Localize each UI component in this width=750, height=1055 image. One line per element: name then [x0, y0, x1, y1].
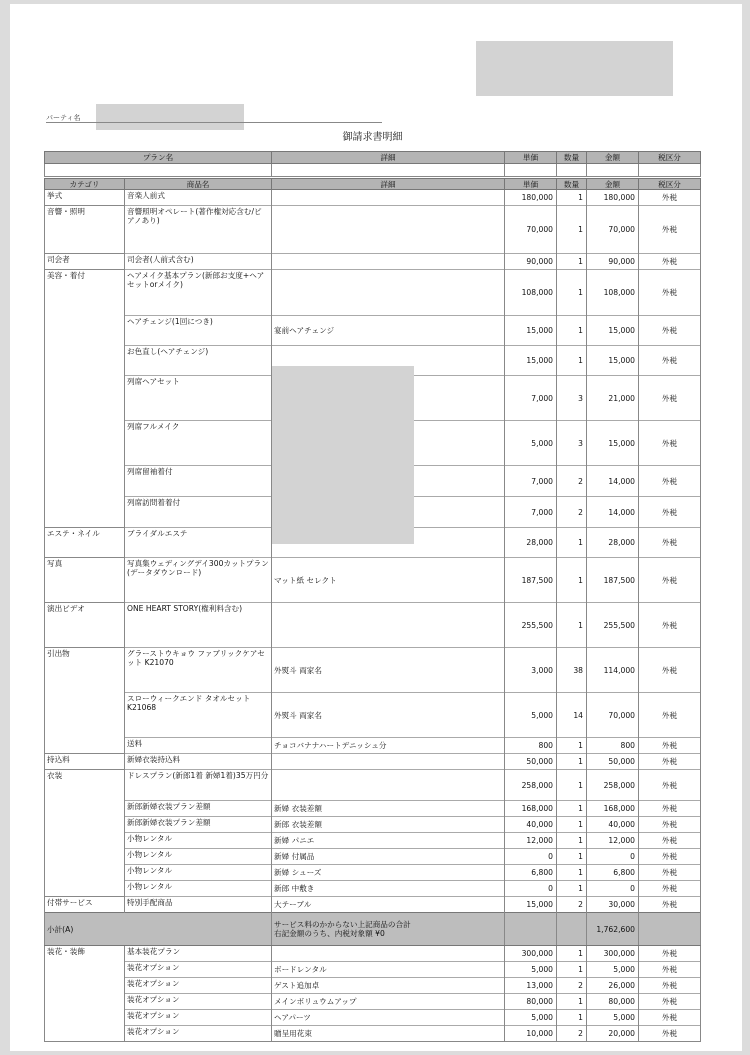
cell-quantity: 1 — [557, 270, 587, 316]
table-row — [45, 962, 701, 978]
cell-tax-type: 外税 — [639, 558, 701, 603]
cell-category: 音響・照明 — [45, 206, 125, 254]
cell-quantity: 1 — [557, 881, 587, 897]
items-header-unit: 単価 — [505, 179, 557, 190]
cell-amount: 255,500 — [587, 603, 639, 648]
cell-tax-type: 外税 — [639, 994, 701, 1010]
cell-amount: 26,000 — [587, 978, 639, 994]
cell-amount: 180,000 — [587, 190, 639, 206]
cell-product: 写真集ウェディングデイ300カットプラン(データダウンロード) — [125, 558, 272, 603]
items-header-category: カテゴリ — [45, 179, 125, 190]
cell-product: グラーストウキョウ ファブリックケアセット K21070 — [125, 648, 272, 693]
cell-amount: 80,000 — [587, 994, 639, 1010]
cell-amount: 28,000 — [587, 528, 639, 558]
cell-product: 装花オプション — [125, 994, 272, 1010]
cell-product: 基本装花プラン — [125, 946, 272, 962]
cell-category — [45, 316, 125, 346]
cell-quantity: 1 — [557, 994, 587, 1010]
table-row — [45, 693, 701, 738]
items-table — [44, 178, 701, 1042]
cell-unit-price: 7,000 — [505, 466, 557, 497]
cell-amount: 50,000 — [587, 754, 639, 770]
cell-quantity: 1 — [557, 190, 587, 206]
cell-amount: 0 — [587, 849, 639, 865]
cell-product: 装花オプション — [125, 1026, 272, 1042]
cell-category: 演出ビデオ — [45, 603, 125, 648]
table-row — [45, 994, 701, 1010]
cell-tax-type: 外税 — [639, 770, 701, 801]
cell-category — [45, 817, 125, 833]
table-row — [45, 206, 701, 254]
cell-product: 小物レンタル — [125, 833, 272, 849]
cell-unit-price: 168,000 — [505, 801, 557, 817]
cell-tax-type: 外税 — [639, 897, 701, 913]
cell-unit-price: 7,000 — [505, 376, 557, 421]
cell-tax-type: 外税 — [639, 648, 701, 693]
cell-tax-type: 外税 — [639, 603, 701, 648]
cell-category — [45, 693, 125, 738]
table-row — [45, 817, 701, 833]
cell-category — [45, 466, 125, 497]
cell-category — [45, 497, 125, 528]
cell-quantity: 3 — [557, 421, 587, 466]
cell-product: 特別手配商品 — [125, 897, 272, 913]
cell-category — [45, 849, 125, 865]
cell-amount: 15,000 — [587, 421, 639, 466]
table-row — [45, 270, 701, 316]
table-row — [45, 316, 701, 346]
cell-amount: 5,000 — [587, 962, 639, 978]
cell-amount: 12,000 — [587, 833, 639, 849]
cell-quantity: 1 — [557, 316, 587, 346]
cell-category — [45, 994, 125, 1010]
cell-tax-type: 外税 — [639, 849, 701, 865]
cell-quantity: 38 — [557, 648, 587, 693]
redacted-detail-block — [272, 366, 414, 544]
cell-detail — [272, 754, 505, 770]
cell-detail: チョコバナナハートデニッシュ分 — [272, 738, 505, 754]
cell-product: 音響照明オペレート(著作権対応含む/ピアノあり) — [125, 206, 272, 254]
cell-detail — [272, 206, 505, 254]
table-row — [45, 946, 701, 962]
cell-tax-type: 外税 — [639, 421, 701, 466]
cell-tax-type: 外税 — [639, 801, 701, 817]
cell-unit-price: 10,000 — [505, 1026, 557, 1042]
table-row — [45, 754, 701, 770]
cell-tax-type: 外税 — [639, 946, 701, 962]
cell-category: 付帯サービス — [45, 897, 125, 913]
cell-unit-price: 3,000 — [505, 648, 557, 693]
cell-detail — [272, 190, 505, 206]
cell-detail: 新郎 衣装差額 — [272, 817, 505, 833]
cell-tax-type: 外税 — [639, 978, 701, 994]
cell-category — [45, 1010, 125, 1026]
cell-category — [45, 801, 125, 817]
cell-unit-price: 15,000 — [505, 897, 557, 913]
table-row — [45, 897, 701, 913]
cell-tax-type: 外税 — [639, 754, 701, 770]
cell-amount: 15,000 — [587, 346, 639, 376]
cell-quantity: 1 — [557, 206, 587, 254]
cell-detail — [272, 603, 505, 648]
cell-category — [45, 978, 125, 994]
cell-quantity: 1 — [557, 946, 587, 962]
cell-product: お色直し(ヘアチェンジ) — [125, 346, 272, 376]
items-header-qty: 数量 — [557, 179, 587, 190]
cell-tax-type: 外税 — [639, 270, 701, 316]
cell-category: 衣装 — [45, 770, 125, 801]
cell-quantity: 1 — [557, 962, 587, 978]
cell-unit-price: 180,000 — [505, 190, 557, 206]
cell-unit-price: 187,500 — [505, 558, 557, 603]
cell-category: 引出物 — [45, 648, 125, 693]
table-row — [45, 254, 701, 270]
cell-quantity: 1 — [557, 801, 587, 817]
cell-tax-type: 外税 — [639, 881, 701, 897]
cell-detail: メインボリュウムアップ — [272, 994, 505, 1010]
cell-detail: 宴前ヘアチェンジ — [272, 316, 505, 346]
cell-detail: 大テーブル — [272, 897, 505, 913]
cell-unit-price: 108,000 — [505, 270, 557, 316]
table-row — [45, 770, 701, 801]
cell-product: 司会者(人前式含む) — [125, 254, 272, 270]
cell-category: 持込料 — [45, 754, 125, 770]
cell-quantity: 14 — [557, 693, 587, 738]
cell-amount: 108,000 — [587, 270, 639, 316]
cell-quantity: 1 — [557, 346, 587, 376]
cell-product: ヘアメイク基本プラン(新郎お支度+ヘアセットorメイク) — [125, 270, 272, 316]
cell-unit-price: 70,000 — [505, 206, 557, 254]
plan-table — [44, 151, 701, 177]
cell-amount: 40,000 — [587, 817, 639, 833]
cell-quantity: 1 — [557, 849, 587, 865]
subtotal-amount: 1,762,600 — [587, 913, 639, 946]
cell-unit-price: 5,000 — [505, 421, 557, 466]
cell-detail — [272, 770, 505, 801]
cell-tax-type: 外税 — [639, 962, 701, 978]
cell-quantity: 1 — [557, 1010, 587, 1026]
cell-amount: 5,000 — [587, 1010, 639, 1026]
cell-product: 小物レンタル — [125, 865, 272, 881]
cell-unit-price: 0 — [505, 849, 557, 865]
cell-unit-price: 5,000 — [505, 962, 557, 978]
cell-detail: 贈呈用花束 — [272, 1026, 505, 1042]
table-row — [45, 558, 701, 603]
cell-product: 送料 — [125, 738, 272, 754]
cell-detail — [272, 254, 505, 270]
cell-product: 列席ヘアセット — [125, 376, 272, 421]
cell-tax-type: 外税 — [639, 693, 701, 738]
cell-amount: 800 — [587, 738, 639, 754]
cell-unit-price: 40,000 — [505, 817, 557, 833]
cell-quantity: 1 — [557, 528, 587, 558]
cell-product: スローウィークエンド タオルセット K21068 — [125, 693, 272, 738]
cell-detail: ゲスト追加卓 — [272, 978, 505, 994]
redacted-party-name — [96, 104, 244, 130]
subtotal-label: 小計(A) — [45, 913, 272, 946]
cell-product: 装花オプション — [125, 1010, 272, 1026]
cell-amount: 90,000 — [587, 254, 639, 270]
table-row — [45, 978, 701, 994]
cell-tax-type: 外税 — [639, 190, 701, 206]
cell-amount: 30,000 — [587, 897, 639, 913]
table-row — [45, 801, 701, 817]
plan-header-detail: 詳細 — [272, 152, 505, 164]
cell-quantity: 2 — [557, 466, 587, 497]
cell-tax-type: 外税 — [639, 833, 701, 849]
document-title: 御請求書明細 — [342, 132, 403, 143]
cell-unit-price: 5,000 — [505, 693, 557, 738]
cell-unit-price: 12,000 — [505, 833, 557, 849]
table-row — [45, 849, 701, 865]
cell-amount: 70,000 — [587, 206, 639, 254]
subtotal-note-line1: サービス料のかからない上記商品の合計 — [274, 920, 411, 929]
cell-amount: 187,500 — [587, 558, 639, 603]
cell-category: エステ・ネイル — [45, 528, 125, 558]
cell-product: 新郎新婦衣装プラン差額 — [125, 817, 272, 833]
items-header-row — [45, 179, 701, 190]
cell-product: 小物レンタル — [125, 849, 272, 865]
cell-category — [45, 421, 125, 466]
cell-category — [45, 1026, 125, 1042]
table-row — [45, 738, 701, 754]
cell-category — [45, 376, 125, 421]
cell-tax-type: 外税 — [639, 497, 701, 528]
cell-product: 新婦衣装持込料 — [125, 754, 272, 770]
plan-empty-row — [45, 164, 701, 177]
cell-category: 挙式 — [45, 190, 125, 206]
cell-amount: 14,000 — [587, 466, 639, 497]
cell-amount: 70,000 — [587, 693, 639, 738]
cell-amount: 258,000 — [587, 770, 639, 801]
cell-category — [45, 833, 125, 849]
redacted-block-top — [476, 41, 673, 96]
subtotal-row — [45, 913, 701, 946]
cell-product: 装花オプション — [125, 978, 272, 994]
cell-detail: マット紙 セレクト — [272, 558, 505, 603]
cell-quantity: 2 — [557, 497, 587, 528]
cell-detail: 外熨斗 両家名 — [272, 648, 505, 693]
cell-quantity: 2 — [557, 1026, 587, 1042]
cell-detail — [272, 946, 505, 962]
cell-amount: 168,000 — [587, 801, 639, 817]
items-header-detail: 詳細 — [272, 179, 505, 190]
cell-product: 新郎新婦衣装プラン差額 — [125, 801, 272, 817]
cell-unit-price: 6,800 — [505, 865, 557, 881]
cell-category: 美容・着付 — [45, 270, 125, 316]
cell-quantity: 1 — [557, 865, 587, 881]
cell-category: 司会者 — [45, 254, 125, 270]
cell-quantity: 1 — [557, 603, 587, 648]
cell-unit-price: 80,000 — [505, 994, 557, 1010]
items-header-tax: 税区分 — [639, 179, 701, 190]
cell-unit-price: 800 — [505, 738, 557, 754]
cell-product: ドレスプラン(新郎1着 新婦1着)35万円分 — [125, 770, 272, 801]
cell-tax-type: 外税 — [639, 528, 701, 558]
cell-quantity: 1 — [557, 770, 587, 801]
items-header-product: 商品名 — [125, 179, 272, 190]
cell-detail: 新婦 シューズ — [272, 865, 505, 881]
cell-category — [45, 865, 125, 881]
cell-amount: 0 — [587, 881, 639, 897]
cell-category — [45, 738, 125, 754]
plan-header-tax: 税区分 — [639, 152, 701, 164]
cell-tax-type: 外税 — [639, 1010, 701, 1026]
cell-quantity: 3 — [557, 376, 587, 421]
cell-unit-price: 7,000 — [505, 497, 557, 528]
cell-unit-price: 255,500 — [505, 603, 557, 648]
items-header-amount: 金額 — [587, 179, 639, 190]
plan-header-plan: プラン名 — [45, 152, 272, 164]
cell-category — [45, 346, 125, 376]
party-name-label: パーティ名 — [46, 114, 81, 122]
cell-product: 列席フルメイク — [125, 421, 272, 466]
table-row — [45, 603, 701, 648]
cell-product: ブライダルエステ — [125, 528, 272, 558]
cell-quantity: 1 — [557, 817, 587, 833]
cell-detail: 新婦 付属品 — [272, 849, 505, 865]
cell-tax-type: 外税 — [639, 817, 701, 833]
cell-quantity: 1 — [557, 558, 587, 603]
cell-quantity: 1 — [557, 254, 587, 270]
cell-product: 列席訪問着着付 — [125, 497, 272, 528]
table-row — [45, 833, 701, 849]
party-name-line — [46, 122, 382, 123]
cell-tax-type: 外税 — [639, 316, 701, 346]
cell-category: 写真 — [45, 558, 125, 603]
cell-detail: ヘアパーツ — [272, 1010, 505, 1026]
cell-tax-type: 外税 — [639, 1026, 701, 1042]
cell-unit-price: 90,000 — [505, 254, 557, 270]
cell-quantity: 1 — [557, 754, 587, 770]
cell-product: ONE HEART STORY(権利料含む) — [125, 603, 272, 648]
plan-header-unit: 単価 — [505, 152, 557, 164]
cell-product: ヘアチェンジ(1回につき) — [125, 316, 272, 346]
cell-product: 列席留袖着付 — [125, 466, 272, 497]
table-row — [45, 1026, 701, 1042]
cell-tax-type: 外税 — [639, 206, 701, 254]
cell-amount: 14,000 — [587, 497, 639, 528]
cell-amount: 114,000 — [587, 648, 639, 693]
table-row — [45, 1010, 701, 1026]
table-row — [45, 190, 701, 206]
cell-detail: 外熨斗 両家名 — [272, 693, 505, 738]
cell-detail — [272, 270, 505, 316]
cell-quantity: 1 — [557, 738, 587, 754]
table-row — [45, 648, 701, 693]
cell-tax-type: 外税 — [639, 376, 701, 421]
cell-category: 装花・装飾 — [45, 946, 125, 962]
subtotal-note-line2: 右記金額のうち、内税対象額 ¥0 — [274, 929, 385, 938]
cell-tax-type: 外税 — [639, 865, 701, 881]
cell-unit-price: 28,000 — [505, 528, 557, 558]
cell-detail: 新郎 中敷き — [272, 881, 505, 897]
plan-header-amount: 金額 — [587, 152, 639, 164]
cell-quantity: 2 — [557, 978, 587, 994]
cell-unit-price: 300,000 — [505, 946, 557, 962]
cell-unit-price: 5,000 — [505, 1010, 557, 1026]
cell-product: 装花オプション — [125, 962, 272, 978]
table-row — [45, 865, 701, 881]
cell-detail: ボードレンタル — [272, 962, 505, 978]
table-row — [45, 881, 701, 897]
plan-header-qty: 数量 — [557, 152, 587, 164]
cell-unit-price: 15,000 — [505, 346, 557, 376]
cell-unit-price: 15,000 — [505, 316, 557, 346]
cell-product: 音楽人前式 — [125, 190, 272, 206]
cell-tax-type: 外税 — [639, 738, 701, 754]
cell-tax-type: 外税 — [639, 466, 701, 497]
cell-quantity: 2 — [557, 897, 587, 913]
cell-detail: 新婦 衣装差額 — [272, 801, 505, 817]
cell-amount: 300,000 — [587, 946, 639, 962]
plan-header-row — [45, 152, 701, 164]
cell-quantity: 1 — [557, 833, 587, 849]
cell-tax-type: 外税 — [639, 254, 701, 270]
cell-amount: 15,000 — [587, 316, 639, 346]
cell-product: 小物レンタル — [125, 881, 272, 897]
cell-detail: 新婦 パニエ — [272, 833, 505, 849]
cell-amount: 21,000 — [587, 376, 639, 421]
cell-tax-type: 外税 — [639, 346, 701, 376]
cell-unit-price: 0 — [505, 881, 557, 897]
cell-amount: 20,000 — [587, 1026, 639, 1042]
cell-amount: 6,800 — [587, 865, 639, 881]
cell-category — [45, 962, 125, 978]
cell-unit-price: 50,000 — [505, 754, 557, 770]
subtotal-note — [272, 913, 505, 946]
cell-category — [45, 881, 125, 897]
cell-unit-price: 258,000 — [505, 770, 557, 801]
cell-unit-price: 13,000 — [505, 978, 557, 994]
